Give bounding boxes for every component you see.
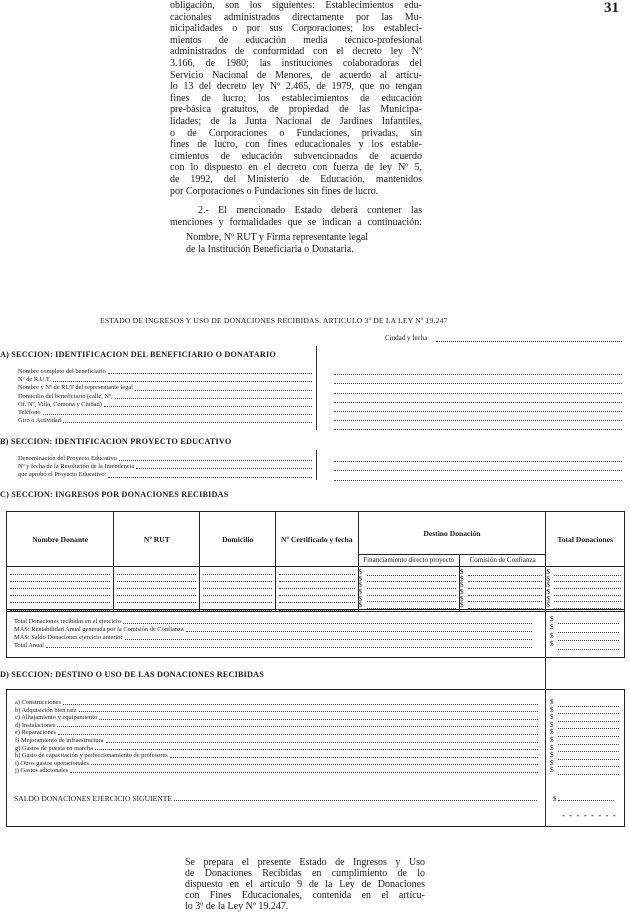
form-field-label: que aprobó el Proyecto Educativo: bbox=[18, 471, 107, 479]
page-number: 31 bbox=[604, 0, 619, 16]
destination-item bbox=[15, 760, 542, 768]
text-line: con Fines Educacionales, contenida en el artícu- bbox=[185, 890, 425, 901]
certificate-cells[interactable] bbox=[276, 567, 359, 612]
currency-symbol: $ bbox=[358, 588, 363, 596]
city-date-field bbox=[385, 334, 427, 342]
text-line: fines de lucro; los establecimientos de educación bbox=[170, 92, 422, 104]
section-a-heading: A) SECCION: IDENTIFICACION DEL BENEFICIARIO O DONATARIO bbox=[0, 350, 276, 359]
form-field-row bbox=[18, 471, 314, 479]
form-field-row bbox=[18, 368, 314, 376]
section-a-divider bbox=[316, 346, 317, 430]
currency-symbol: $ bbox=[459, 588, 464, 596]
section-a-answer-lines[interactable] bbox=[334, 366, 622, 430]
text-line: cacionales administrados directamente por las Mu- bbox=[170, 11, 422, 23]
form-field-row bbox=[18, 384, 314, 392]
form-field-label: Teléfono bbox=[18, 408, 41, 416]
section-b-divider bbox=[316, 450, 317, 480]
destination-item bbox=[15, 707, 542, 715]
totals-amounts[interactable] bbox=[550, 616, 622, 650]
text-line: con lo dispuesto en el decreto con fuerza de ley Nº 5, bbox=[170, 162, 422, 174]
form-field-row bbox=[18, 401, 314, 409]
saldo-dashes: - - - - - - - - bbox=[562, 810, 617, 820]
form-field-label: Nombre y Nº de RUT del representante legal bbox=[18, 384, 133, 392]
currency-symbol: $ bbox=[550, 640, 554, 649]
currency-symbol: $ bbox=[550, 735, 554, 744]
financing-cells[interactable] bbox=[358, 567, 459, 612]
currency-symbol: $ bbox=[550, 751, 554, 760]
destination-amounts[interactable] bbox=[550, 699, 622, 775]
totals-divider bbox=[545, 609, 546, 658]
legal-paragraph-1 bbox=[170, 0, 422, 197]
text-line: nicipalidades o por sus Corporaciones; los estableci- bbox=[170, 23, 422, 35]
destination-item bbox=[15, 714, 542, 722]
currency-symbol: $ bbox=[546, 574, 550, 583]
currency-symbol: $ bbox=[550, 631, 554, 640]
text-line: Se prepara el presente Estado de Ingresos y Uso bbox=[185, 857, 425, 868]
text-line: pre-básica gratuitos, de propiedad de las Municipa- bbox=[170, 104, 422, 116]
form-field-row bbox=[18, 463, 314, 471]
total-cells[interactable] bbox=[546, 567, 625, 612]
destination-item bbox=[15, 752, 542, 760]
text-line: lo 13 del decreto ley Nº 2.465, de 1979, que no tengan bbox=[170, 81, 422, 93]
destination-item-label: i) Otros gastos operacionales bbox=[15, 759, 90, 767]
text-line: de 1992, del Ministerio de Educación, mantenidos bbox=[170, 173, 422, 185]
text-line: mientos de educación media técnico-profesional bbox=[170, 34, 422, 46]
text-line: de la Institución Beneficiaria o Donataria. bbox=[186, 243, 354, 255]
text-line: lo 3º de la Ley Nº 19.247. bbox=[185, 901, 289, 912]
destination-item-label: b) Adquisición bien raíz bbox=[15, 706, 77, 714]
form-field-label: Denominación del Proyecto Educativo bbox=[18, 455, 117, 462]
destination-item-label: j) Gastos adicionales bbox=[15, 767, 69, 775]
text-line: o de Corporaciones o Fundaciones, privadas, sin bbox=[170, 127, 422, 139]
legal-text-block bbox=[170, 0, 422, 255]
form-field-label: Giro o Actividad bbox=[18, 417, 61, 425]
currency-symbol: $ bbox=[358, 581, 363, 590]
donor-name-cells[interactable] bbox=[7, 567, 114, 612]
form-field-row bbox=[14, 626, 534, 634]
commission-cells[interactable] bbox=[459, 567, 545, 612]
currency-symbol: $ bbox=[550, 623, 554, 632]
col-financiamiento: Financiamiento directo proyecto bbox=[358, 555, 459, 567]
form-field-label: Of. Nº, Villa, Comuna y Ciudad) bbox=[18, 400, 102, 408]
currency-symbol: $ bbox=[459, 574, 464, 583]
text-line: lidades; de la Junta Nacional de Jardines Infantiles, bbox=[170, 115, 422, 127]
col-domicilio: Domicilio bbox=[200, 512, 276, 567]
currency-symbol: $ bbox=[459, 581, 464, 590]
section-b-heading: B) SECCION: IDENTIFICACION PROYECTO EDUCATIVO bbox=[0, 437, 232, 446]
destination-item bbox=[15, 767, 542, 775]
currency-symbol: $ bbox=[459, 568, 464, 577]
text-line: Servicio Nacional de Menores, de acuerdo al artícu- bbox=[170, 69, 422, 81]
form-field-row bbox=[18, 417, 314, 425]
col-comision: Comisión de Confianza bbox=[459, 555, 545, 567]
section-c-heading: C) SECCION: INGRESOS POR DONACIONES RECIBIDAS bbox=[0, 490, 229, 499]
legal-paragraph-2 bbox=[170, 205, 422, 255]
text-line: cimientos de educación subvencionados de acuerdo bbox=[170, 150, 422, 162]
text-line: fines de lucro, con fines educacionales y los estable- bbox=[170, 139, 422, 151]
section-a-fields bbox=[18, 368, 314, 425]
currency-symbol: $ bbox=[550, 758, 554, 767]
currency-symbol: $ bbox=[550, 743, 554, 752]
saldo-amount[interactable]: $ bbox=[553, 795, 614, 803]
totals-labels bbox=[14, 618, 534, 650]
form-field-row bbox=[18, 376, 314, 384]
destination-item-label: e) Reparaciones bbox=[15, 729, 56, 737]
col-rut: Nº RUT bbox=[114, 512, 200, 567]
form-field-row bbox=[14, 634, 534, 642]
text-line: por Corporaciones o Fundaciones sin fines de lucro. bbox=[170, 185, 379, 197]
city-date-line[interactable] bbox=[436, 341, 622, 342]
form-field-row bbox=[18, 409, 314, 417]
form-field-label: MAS: Saldo Donaciones ejercicio anterior bbox=[14, 634, 123, 641]
currency-symbol: $ bbox=[550, 615, 554, 623]
currency-symbol: $ bbox=[459, 594, 464, 603]
col-certificado: Nº Certificado y fecha bbox=[276, 512, 359, 567]
text-line: menciones y formalidades que se indican a continuación: bbox=[170, 216, 422, 228]
city-date-label: Ciudad y fecha bbox=[385, 334, 428, 342]
donations-table bbox=[6, 511, 625, 612]
currency-symbol: $ bbox=[546, 588, 550, 596]
form-field-label: MAS: Rentabilidad Anual generada por la Comisión de Confianza bbox=[14, 626, 184, 633]
destination-item-label: c) Alhajamiento y equipamiento bbox=[15, 714, 98, 722]
form-field-label: Nombre completo del beneficiario bbox=[18, 368, 106, 375]
destination-item-label: f) Mejoramiento de infraestructura bbox=[15, 736, 104, 744]
currency-symbol: $ bbox=[358, 594, 363, 603]
destination-item bbox=[15, 722, 542, 730]
section-b-fields bbox=[18, 455, 314, 480]
currency-symbol: $ bbox=[358, 574, 363, 583]
destination-item bbox=[15, 729, 542, 737]
form-title: ESTADO DE INGRESOS Y USO DE DONACIONES RECIBIDAS, ARTICULO 3º DE LA LEY Nº 19.247 bbox=[100, 316, 448, 325]
text-line: obligación, son los siguientes: Establecimientos edu- bbox=[170, 0, 422, 11]
destination-items bbox=[15, 699, 542, 775]
text-line: 2.- El mencionado Estado deberá contener las bbox=[198, 205, 422, 217]
text-line: dispuesto en el artículo 9 de la Ley de Donaciones bbox=[185, 879, 425, 890]
col-nombre-donante: Nombre Donante bbox=[7, 512, 114, 567]
currency-symbol: $ bbox=[550, 728, 554, 737]
form-field-label: Total Donaciones recibidas en el ejercicio bbox=[14, 618, 121, 625]
destination-item-label: d) Instalaciones bbox=[15, 721, 56, 729]
form-field-row bbox=[14, 642, 534, 650]
donor-address-cells[interactable] bbox=[200, 567, 276, 612]
saldo-row bbox=[14, 795, 541, 803]
text-line: 3.166, de 1980; las instituciones colaboradoras del bbox=[170, 57, 422, 69]
text-line: administrados de conformidad con el decreto ley Nº bbox=[170, 46, 422, 58]
destination-item bbox=[15, 737, 542, 745]
destination-item-label: g) Gastos de puesta en marcha bbox=[15, 744, 93, 752]
donor-rut-cells[interactable] bbox=[114, 567, 200, 612]
destination-item bbox=[15, 745, 542, 753]
form-field-label: Nº de R.U.T. bbox=[18, 376, 51, 384]
currency-symbol: $ bbox=[550, 720, 554, 729]
currency-symbol: $ bbox=[550, 713, 554, 722]
destination-item-label: h) Gasto de capacitación y perfeccionamiento de profesores bbox=[15, 752, 168, 760]
form-field-row bbox=[14, 618, 534, 626]
form-field-label: Domicilio del beneficiario (calle, Nº, bbox=[18, 392, 113, 400]
currency-symbol: $ bbox=[358, 601, 363, 610]
currency-symbol: $ bbox=[550, 766, 554, 775]
text-line: de Donaciones Recibidas en cumplimiento de lo bbox=[185, 868, 425, 879]
form-field-row bbox=[18, 455, 314, 463]
currency-symbol: $ bbox=[546, 568, 550, 577]
currency-symbol: $ bbox=[550, 705, 554, 714]
currency-symbol: $ bbox=[358, 568, 363, 577]
currency-symbol: $ bbox=[550, 698, 554, 706]
currency-symbol: $ bbox=[546, 601, 550, 610]
currency-symbol: $ bbox=[546, 594, 550, 603]
col-total: Total Donaciones bbox=[546, 512, 625, 567]
form-field-label: Nº y fecha de la Resolución de la Intendencia bbox=[18, 463, 135, 471]
destination-item-label: a) Construcciones bbox=[15, 699, 61, 706]
destination-divider bbox=[545, 658, 546, 827]
closing-text bbox=[185, 857, 425, 912]
currency-symbol: $ bbox=[546, 581, 550, 590]
currency-symbol: $ bbox=[459, 601, 464, 610]
saldo-label: SALDO DONACIONES EJERCICIO SIGUIENTE bbox=[14, 794, 172, 803]
section-b-answer-lines[interactable] bbox=[334, 453, 622, 481]
destination-item bbox=[15, 699, 542, 707]
form-field-row bbox=[18, 393, 314, 401]
form-field-label: Total Anual bbox=[14, 642, 44, 649]
text-line: Nombre, Nº RUT y Firma representante legal bbox=[186, 232, 369, 244]
section-d-heading: D) SECCION: DESTINO O USO DE LAS DONACIONES RECIBIDAS bbox=[0, 670, 265, 679]
col-destino: Destino Donación bbox=[358, 512, 546, 555]
